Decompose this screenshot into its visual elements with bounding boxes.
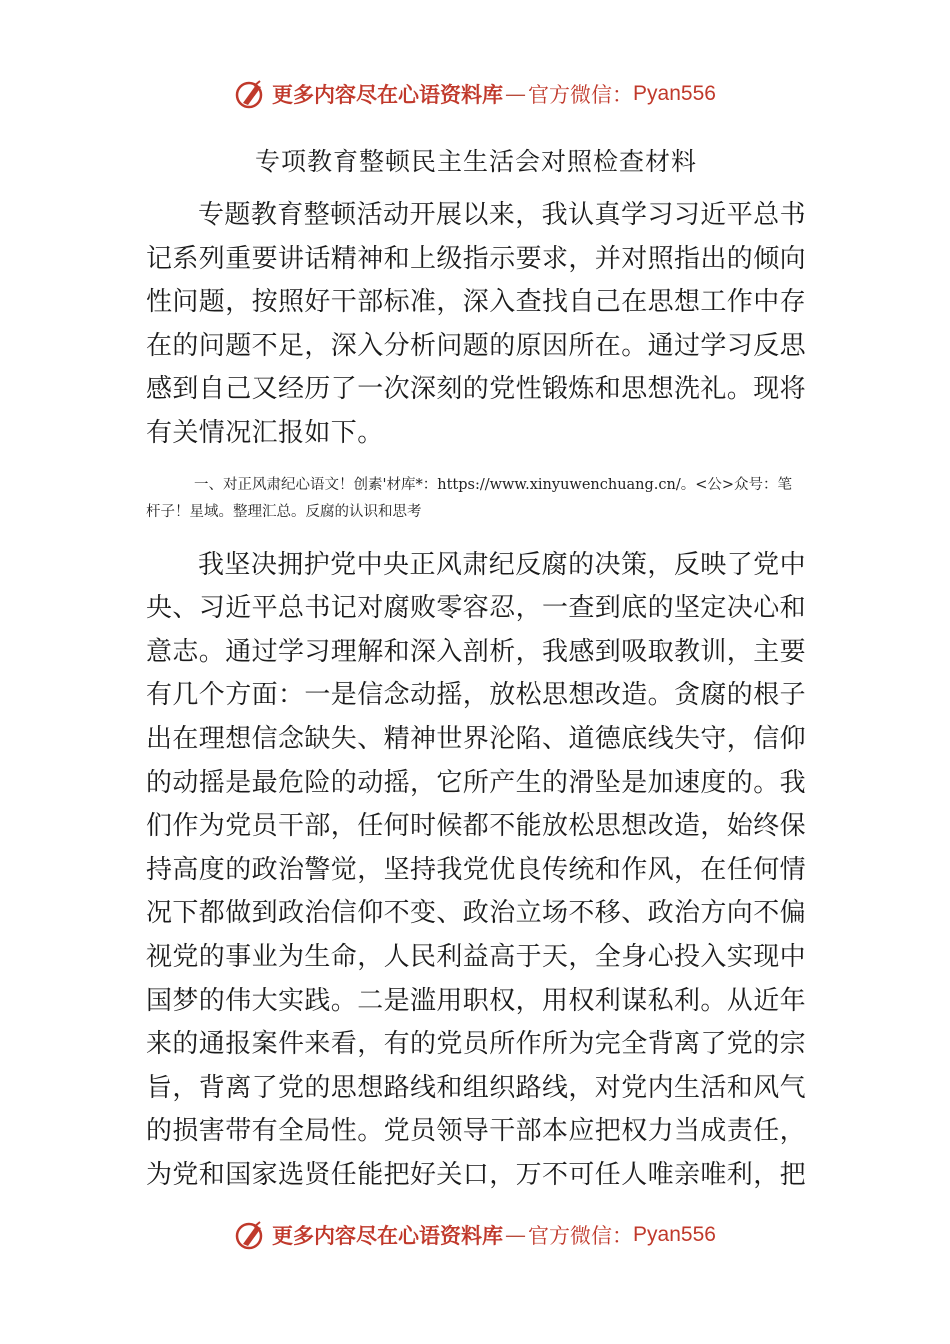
pen-nib-logo-icon (234, 1218, 268, 1252)
header-banner (0, 72, 950, 116)
banner-separator: — (505, 82, 527, 106)
banner-wechat-label: 官方微信： (528, 1224, 634, 1248)
intro-paragraph: 专题教育整顿活动开展以来，我认真学习习近平总书记系列重要讲话精神和上级指示要求，并对照指出的倾向性问题，按照好干部标准，深入查找自己在思想工作中存在的问题不足，深入分析问题的原因所在。通过学习反思感到自己又经历了一次深刻的党性锻炼和思想洗礼。现将有关情况汇报如下。 (146, 200, 807, 448)
banner-wechat-label: 官方微信： (528, 83, 634, 107)
section-heading-note: 一、对正风肃纪心语文！创素'材库*：https://www.xinyuwenchuang.cn/。<公>众号：笔杆子！星域。整理汇总。反腐的认识和思考 (146, 476, 793, 520)
document-body (146, 140, 806, 1197)
banner-brand-text: 更多内容尽在心语资料库 (272, 82, 504, 107)
banner-wechat-id: Pyan556 (633, 1223, 716, 1246)
pen-nib-logo-icon (234, 77, 268, 111)
banner-separator: — (505, 1223, 527, 1247)
banner-brand-text: 更多内容尽在心语资料库 (272, 1223, 504, 1248)
footer-banner (0, 1213, 950, 1257)
body-paragraph: 我坚决拥护党中央正风肃纪反腐的决策，反映了党中央、习近平总书记对腐败零容忍，一查到底的坚定决心和意志。通过学习理解和深入剖析，我感到吸取教训，主要有几个方面：一是信念动摇，放松思想改造。贪腐的根子出在理想信念缺失、精神世界沦陷、道德底线失守，信仰的动摇是最危险的动摇，它所产生的滑坠是加速度的。我们作为党员干部，任何时候都不能放松思想改造，始终保持高度的政治警觉，坚持我党优良传统和作风，在任何情况下都做到政治信仰不变、政治立场不移、政治方向不偏视党的事业为生命，人民利益高于天，全身心投入实现中国梦的伟大实践。二是滥用职权，用权利谋私利。从近年来的通报案件来看，有的党员所作所为完全背离了党的宗旨，背离了党的思想路线和组织路线，对党内生活和风气的损害带有全局性。党员领导干部本应把权力当成责任，为党和国家选贤任能把好关口，万不可任人唯亲唯利，把 (146, 549, 807, 1190)
document-title: 专项教育整顿民主生活会对照检查材料 (254, 147, 697, 176)
banner-wechat-id: Pyan556 (633, 82, 716, 105)
